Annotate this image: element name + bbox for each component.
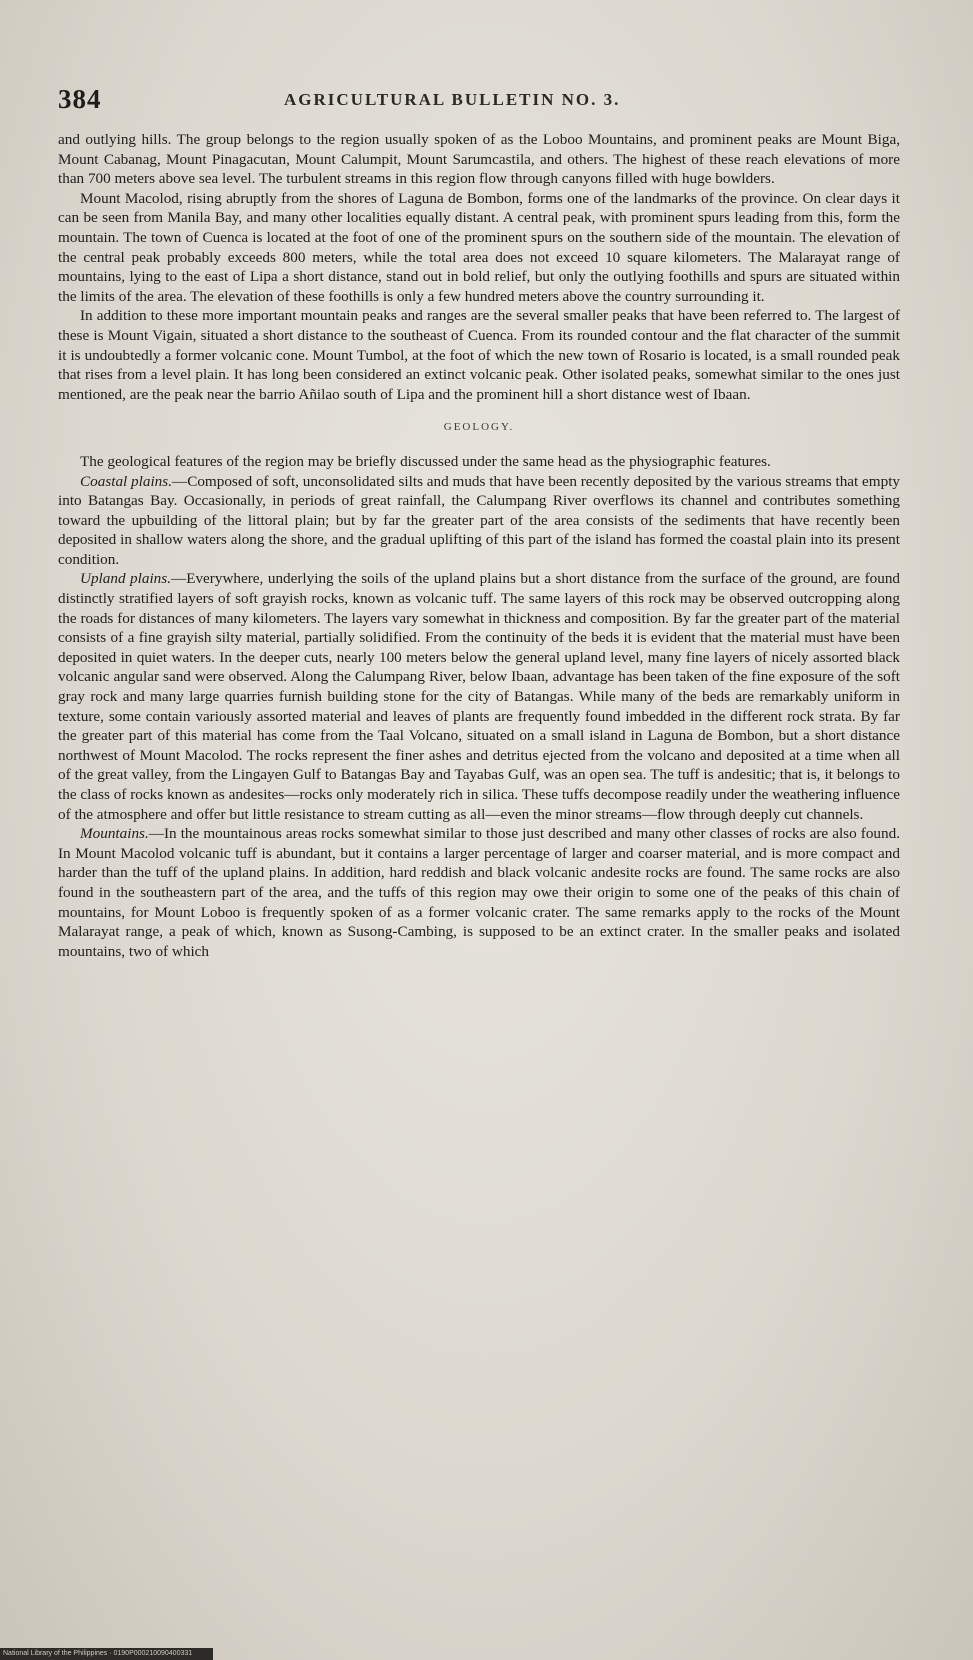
- run-in-heading-mountains: Mountains.: [80, 825, 149, 843]
- section-heading-geology: GEOLOGY.: [443, 421, 515, 434]
- run-in-heading-upland-plains: Upland plains.: [80, 570, 171, 588]
- paragraph-mountains: [58, 824, 900, 961]
- running-head: AGRICULTURAL BULLETIN NO. 3.: [284, 90, 621, 109]
- paragraph-coastal-plains: [58, 472, 900, 570]
- body-text: [58, 130, 900, 961]
- scan-footer-strip: National Library of the Philippines · 0190P000210090400331: [0, 1648, 213, 1660]
- paragraph-smaller-peaks: In addition to these more important mountain peaks and ranges are the several smaller peaks that have been referred to. The largest of these is Mount Vigain, situated a short distance to the southeast of Cuenca. From its rounded contour and the flat character of the summit it is undoubtedly a former volcanic cone. Mount Tumbol, at the foot of which the new town of Rosario is located, is a small rounded peak that rises from a level plain. It has long been considered an extinct volcanic peak. Other isolated peaks, somewhat similar to the ones just mentioned, are the peak near the barrio Añilao south of Lipa and the prominent hill a short distance west of Ibaan.: [58, 307, 900, 403]
- paragraph-loboo-mountains: and outlying hills. The group belongs to the region usually spoken of as the Loboo Mountains, and prominent peaks are Mount Biga, Mount Cabanag, Mount Pinagacutan, Mount Calumpit, Mount Sarumcastila, and others. The highest of these reach elevations of more than 700 meters above sea level. The turbulent streams in this region flow through canyons filled with huge bowlders.: [58, 131, 900, 188]
- page-header: [58, 84, 918, 124]
- coastal-plains-text: —Composed of soft, unconsolidated silts and muds that have been recently deposited by the various streams that empty into Batangas Bay. Occasionally, in periods of great rainfall, the Calumpang River overflows its channel and contributes something toward the upbuilding of the littoral plain; but by far the greater part of the area consists of the sediments that have recently been deposited in shallow waters along the shore, and the gradual uplifting of this part of the island has formed the coastal plain into its present condition.: [58, 472, 901, 568]
- paragraph-upland-plains: [58, 569, 900, 824]
- run-in-heading-coastal-plains: Coastal plains.: [80, 472, 172, 490]
- paragraph-mount-macolod: Mount Macolod, rising abruptly from the shores of Laguna de Bombon, forms one of the landmarks of the province. On clear days it can be seen from Manila Bay, and many other localities equally distant. A central peak, with prominent spurs leading from this, form the mountain. The town of Cuenca is located at the foot of one of the prominent spurs on the southern side of the mountain. The elevation of the central peak probably exceeds 800 meters, while the total area does not exceed 10 square kilometers. The Malarayat range of mountains, lying to the east of Lipa a short distance, stand out in bold relief, but only the outlying foothills and spurs are situated within the limits of the area. The elevation of these foothills is only a few hundred meters above the country surrounding it.: [58, 189, 900, 305]
- paragraph-geology-intro: The geological features of the region may be briefly discussed under the same head as the physiographic features.: [80, 452, 771, 470]
- upland-plains-text: —Everywhere, underlying the soils of the upland plains but a short distance from the surface of the ground, are found distinctly stratified layers of soft grayish rocks, known as volcanic tuff. The same layers of this rock may be observed outcropping along the roads for distances of many kilometers. The layers vary somewhat in thickness and composition. By far the greater part of the material consists of a fine grayish silty material, partially solidified. From the continuity of the beds it is evident that the material must have been deposited in quiet waters. In the deeper cuts, nearly 100 meters below the general upland level, many fine layers of nicely assorted black volcanic angular sand were observed. Along the Calumpang River, below Ibaan, advantage has been taken of the fine exposure of the soft gray rock and many large quarries furnish building stone for the city of Batangas. While many of the beds are remarkably uniform in texture, some contain variously assorted material and leaves of plants are frequently found imbedded in the different rock strata. By far the greater part of this material has come from the Taal Volcano, situated on a small island in Laguna de Bombon, but a short distance northwest of Mount Macolod. The rocks represent the finer ashes and detritus ejected from the volcano and deposited at a time when all of the great valley, from the Lingayen Gulf to Batangas Bay and Tayabas Gulf, was an open sea. The tuff is andesitic; that is, it belongs to the class of rocks known as andesites—rocks only moderately rich in silica. These tuffs decompose readily under the weathering influence of the atmosphere and offer but little resistance to stream cutting as all—even the minor streams—flow through deeply cut channels.: [58, 570, 901, 823]
- mountains-text: —In the mountainous areas rocks somewhat similar to those just described and many other classes of rocks are also found. In Mount Macolod volcanic tuff is abundant, but it contains a larger percentage of larger and coarser material, and is more compact and harder than the tuff of the upland plains. In addition, hard reddish and black volcanic andesite rocks are found. The same rocks are also found in the southeastern part of the area, and the tuffs of this region may owe their origin to some one of the peaks of this chain of mountains, for Mount Loboo is frequently spoken of as a former volcanic crater. The same remarks apply to the rocks of the Mount Malarayat range, a peak of which, known as Susong-Cambing, is supposed to be an extinct crater. In the smaller peaks and isolated mountains, two of which: [58, 825, 900, 960]
- page-number: 384: [58, 84, 102, 114]
